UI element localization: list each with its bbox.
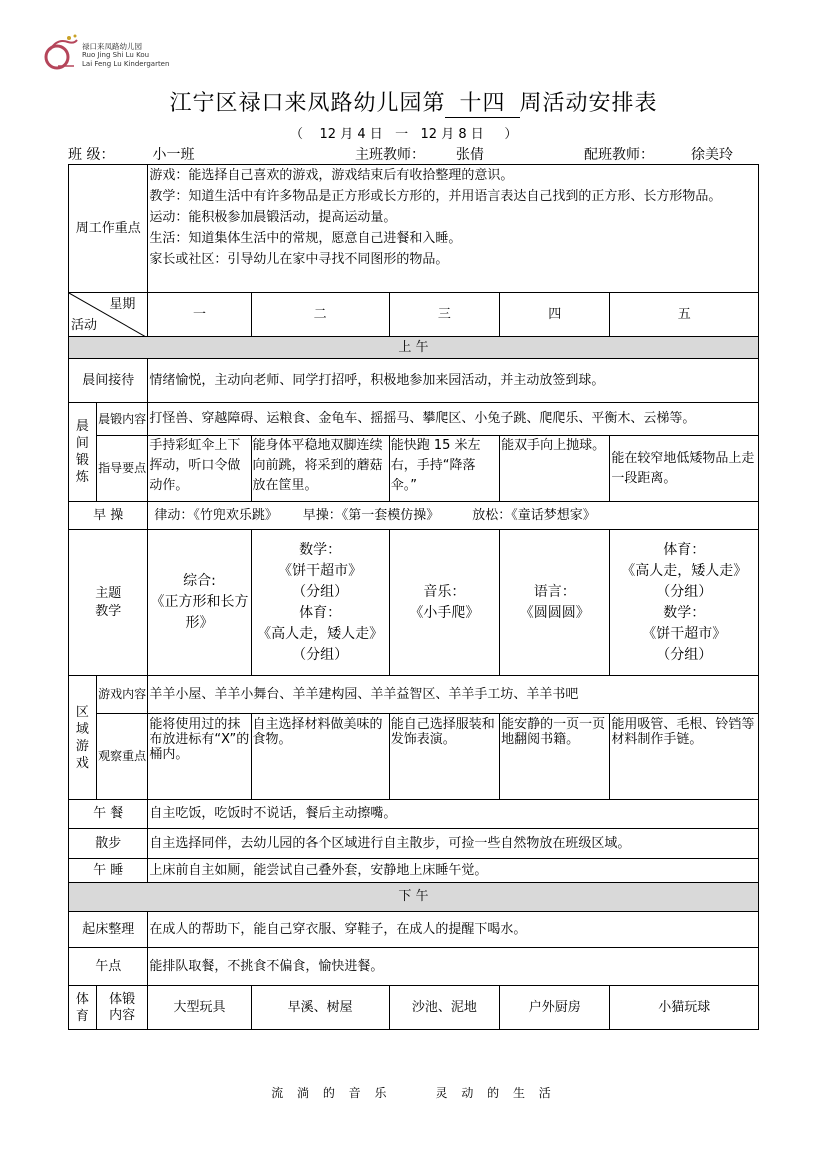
early-exercise-row	[69, 502, 759, 530]
wakeup-label: 起床整理	[69, 912, 148, 948]
observe-mon: 能将使用过的抹布放进标有“X”的桶内。	[148, 714, 251, 800]
exercise-content-text: 打怪兽、穿越障碍、运粮食、金龟车、摇摇马、攀爬区、小兔子跳、爬爬乐、平衡木、云梯等。	[148, 403, 759, 436]
afternoon-section-label: 下 午	[69, 883, 759, 912]
exercise-content-row	[69, 403, 759, 436]
focus-label: 周工作重点	[69, 165, 148, 293]
teacher-label: 主班教师：	[355, 147, 425, 163]
pe-content-label: 体锻内容	[96, 986, 148, 1030]
exercise-group-label: 晨间锻炼	[69, 403, 97, 502]
theme-wed: 音乐： 《小手爬》	[389, 530, 499, 676]
nap-row	[69, 859, 759, 883]
afternoon-section-row	[69, 883, 759, 912]
logo-text: 禄口来凤路幼儿园 Ruo Jing Shi Lu Kou Lai Feng Lu Kindergarten	[82, 42, 170, 68]
assistant-label: 配班教师：	[584, 147, 654, 163]
weekly-schedule-table	[68, 164, 759, 1030]
logo-emblem-icon	[44, 30, 84, 72]
morning-section-label: 上 午	[69, 337, 759, 359]
exercise-content-label: 晨锻内容	[96, 403, 148, 436]
observe-wed: 能自己选择服装和发饰表演。	[389, 714, 499, 800]
weekday-wed: 三	[389, 293, 499, 337]
guide-fri: 能在较窄地低矮物品上走一段距离。	[610, 436, 759, 502]
guide-mon: 手持彩虹伞上下挥动，听口令做动作。	[148, 436, 251, 502]
page-title: 江宁区禄口来凤路幼儿园第 十四 周活动安排表	[0, 86, 827, 118]
snack-row	[69, 948, 759, 986]
class-value: 小一班	[126, 144, 221, 165]
weekday-header-row	[69, 293, 759, 337]
area-content-text: 羊羊小屋、羊羊小舞台、羊羊建构园、羊羊益智区、羊羊手工坊、羊羊书吧	[148, 676, 759, 714]
walk-text: 自主选择同伴，去幼儿园的各个区域进行自主散步，可捡一些自然物放在班级区域。	[148, 829, 759, 859]
pe-fri: 小猫玩球	[610, 986, 759, 1030]
morning-section-row	[69, 337, 759, 359]
exercise-guide-label: 指导要点	[96, 436, 148, 502]
walk-label: 散步	[69, 829, 148, 859]
early-exercise-text: 律动：《竹兜欢乐跳》 早操：《第一套模仿操》 放松：《童话梦想家》	[148, 502, 759, 530]
wakeup-text: 在成人的帮助下，能自己穿衣服、穿鞋子，在成人的提醒下喝水。	[148, 912, 759, 948]
teacher-value: 张倩	[431, 144, 509, 165]
weekday-tue: 二	[251, 293, 389, 337]
weekday-fri: 五	[610, 293, 759, 337]
date-range: （ 12 月 4 日 一 12 月 8 日 ）	[290, 127, 518, 142]
pe-mon: 大型玩具	[148, 986, 251, 1030]
diagonal-header-cell	[69, 293, 148, 337]
lunch-label: 午 餐	[69, 800, 148, 829]
pe-wed: 沙池、泥地	[389, 986, 499, 1030]
observe-thu: 能安静的一页一页地翻阅书籍。	[500, 714, 610, 800]
reception-text: 情绪愉悦，主动向老师、同学打招呼，积极地参加来园活动，并主动放签到球。	[148, 359, 759, 403]
area-observe-row	[69, 714, 759, 800]
theme-fri: 体育： 《高人走，矮人走》 （分组） 数学： 《饼干超市》 （分组）	[610, 530, 759, 676]
observe-fri: 能用吸管、毛根、铃铛等材料制作手链。	[610, 714, 759, 800]
theme-tue: 数学： 《饼干超市》 （分组） 体育： 《高人走，矮人走》 （分组）	[251, 530, 389, 676]
theme-thu: 语言： 《圆圆圆》	[500, 530, 610, 676]
class-label: 班 级：	[68, 147, 115, 163]
nap-label: 午 睡	[69, 859, 148, 883]
focus-row	[69, 165, 759, 293]
area-observe-label: 观察重点	[96, 714, 148, 800]
focus-content: 游戏：能选择自己喜欢的游戏，游戏结束后有收拾整理的意识。 教学：知道生活中有许多物品是正方形或长方形的，并用语言表达自己找到的正方形、长方形物品。 运动：能积极参加晨锻活动，提高运动量。 生活：知道集体生活中的常规，愿意自己进餐和入睡。 家长或社区：引导幼儿在家中寻找不同图形的物品。	[148, 165, 759, 293]
exercise-guide-row	[69, 436, 759, 502]
pe-row	[69, 986, 759, 1030]
guide-tue: 能身体平稳地双脚连续向前跳，将采到的蘑菇放在筐里。	[251, 436, 389, 502]
class-info-row	[68, 144, 760, 162]
reception-label: 晨间接待	[69, 359, 148, 403]
activity-corner-label: 活动	[71, 318, 98, 333]
area-group-label: 区域游戏	[69, 676, 97, 800]
assistant-value: 徐美玲	[666, 144, 758, 165]
nap-text: 上床前自主如厕，能尝试自己叠外套，安静地上床睡午觉。	[148, 859, 759, 883]
early-exercise-label: 早 操	[69, 502, 148, 530]
pe-group-label: 体育	[69, 986, 97, 1030]
week-number: 十四	[445, 86, 519, 118]
theme-mon: 综合: 《正方形和长方形》	[148, 530, 251, 676]
reception-row	[69, 359, 759, 403]
lunch-text: 自主吃饭，吃饭时不说话，餐后主动擦嘴。	[148, 800, 759, 829]
theme-teaching-row	[69, 530, 759, 676]
weekday-thu: 四	[500, 293, 610, 337]
kindergarten-logo	[44, 30, 194, 76]
observe-tue: 自主选择材料做美味的食物。	[251, 714, 389, 800]
guide-wed: 能快跑 15 米左右，手持“降落伞。”	[389, 436, 499, 502]
theme-label: 主题教学	[69, 530, 148, 676]
pe-tue: 早溪、树屋	[251, 986, 389, 1030]
weekday-mon: 一	[148, 293, 251, 337]
weekday-corner-label: 星期	[109, 297, 136, 312]
pe-thu: 户外厨房	[500, 986, 610, 1030]
footer-motto: 流 淌 的 音 乐 灵 动 的 生 活	[271, 1086, 556, 1100]
guide-thu: 能双手向上抛球。	[500, 436, 610, 502]
area-content-row	[69, 676, 759, 714]
snack-text: 能排队取餐，不挑食不偏食，愉快进餐。	[148, 948, 759, 986]
wakeup-row	[69, 912, 759, 948]
walk-row	[69, 829, 759, 859]
area-content-label: 游戏内容	[96, 676, 148, 714]
lunch-row	[69, 800, 759, 829]
snack-label: 午点	[69, 948, 148, 986]
